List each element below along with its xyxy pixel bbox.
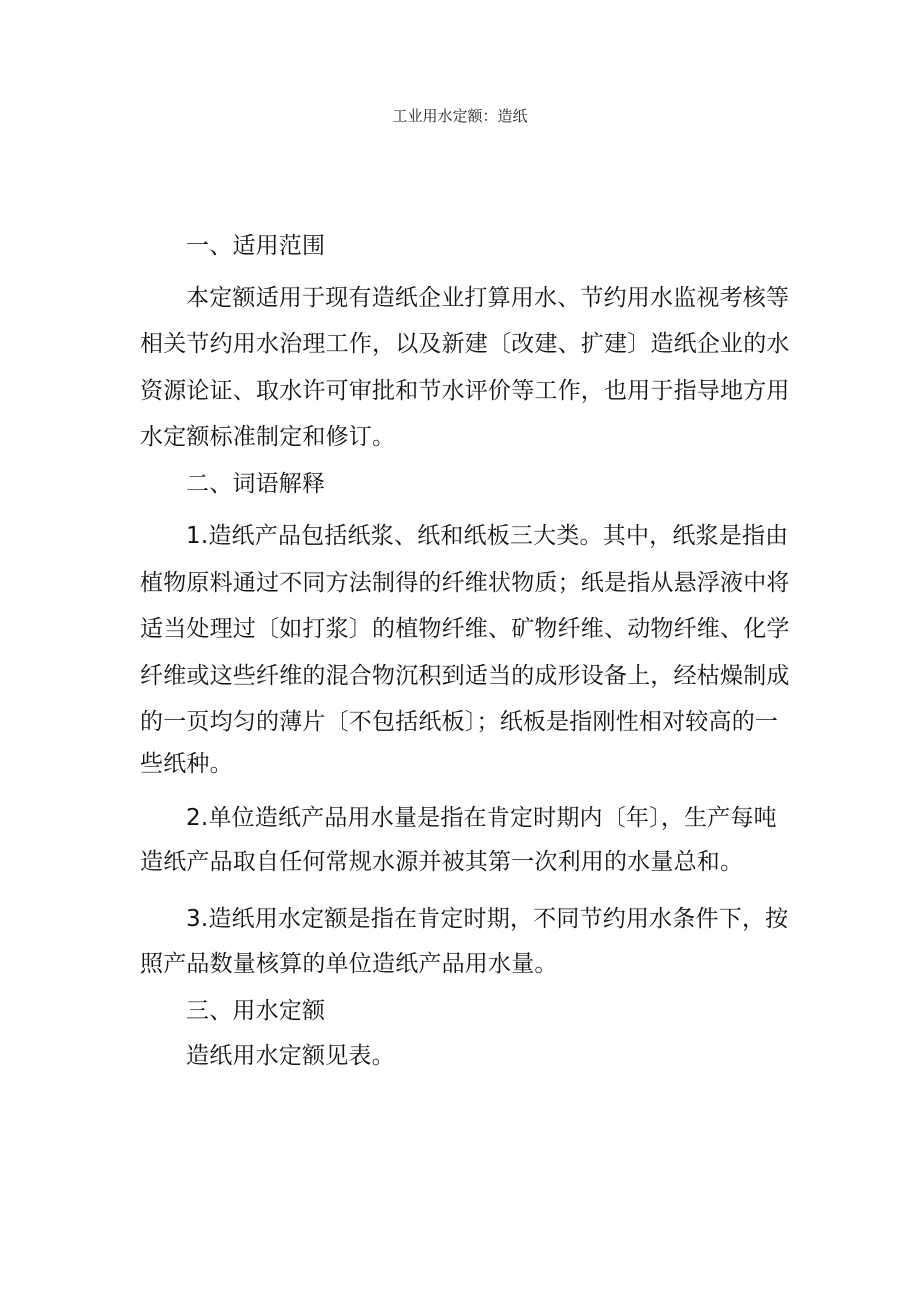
paragraph-line: 3.造纸用水定额是指在肯定时期，不同节约用水条件下，按 [186, 906, 789, 932]
paragraph-line: 适当处理过〔如打浆〕的植物纤维、矿物纤维、动物纤维、化学 [140, 616, 790, 642]
paragraph-line: 相关节约用水治理工作，以及新建〔改建、扩建〕造纸企业的水 [140, 331, 790, 357]
paragraph-line: 水定额标准制定和修订。 [140, 424, 396, 450]
paragraph-line: 资源论证、取水许可审批和节水评价等工作，也用于指导地方用 [140, 378, 790, 404]
paragraph-line: 2.单位造纸产品用水量是指在肯定时期内〔年〕，生产每吨 [186, 805, 777, 831]
section-heading-terms: 二、词语解释 [186, 471, 326, 497]
paragraph-line: 些纸种。 [140, 751, 233, 777]
paragraph-line: 植物原料通过不同方法制得的纤维状物质；纸是指从悬浮液中将 [140, 570, 790, 596]
section-heading-scope: 一、适用范围 [186, 233, 326, 259]
document-header: 工业用水定额：造纸 [392, 107, 528, 125]
paragraph-line: 的一页均匀的薄片〔不包括纸板〕；纸板是指刚性相对较高的一 [140, 709, 779, 735]
paragraph-line: 本定额适用于现有造纸企业打算用水、节约用水监视考核等 [186, 285, 790, 311]
paragraph-line: 造纸用水定额见表。 [186, 1043, 395, 1069]
paragraph-line: 造纸产品取自任何常规水源并被其第一次利用的水量总和。 [140, 849, 744, 875]
section-heading-quota: 三、用水定额 [186, 998, 326, 1024]
paragraph-line: 1.造纸产品包括纸浆、纸和纸板三大类。其中，纸浆是指由 [186, 523, 789, 549]
paragraph-line: 照产品数量核算的单位造纸产品用水量。 [140, 951, 558, 977]
paragraph-line: 纤维或这些纤维的混合物沉积到适当的成形设备上，经枯燥制成 [140, 663, 790, 689]
